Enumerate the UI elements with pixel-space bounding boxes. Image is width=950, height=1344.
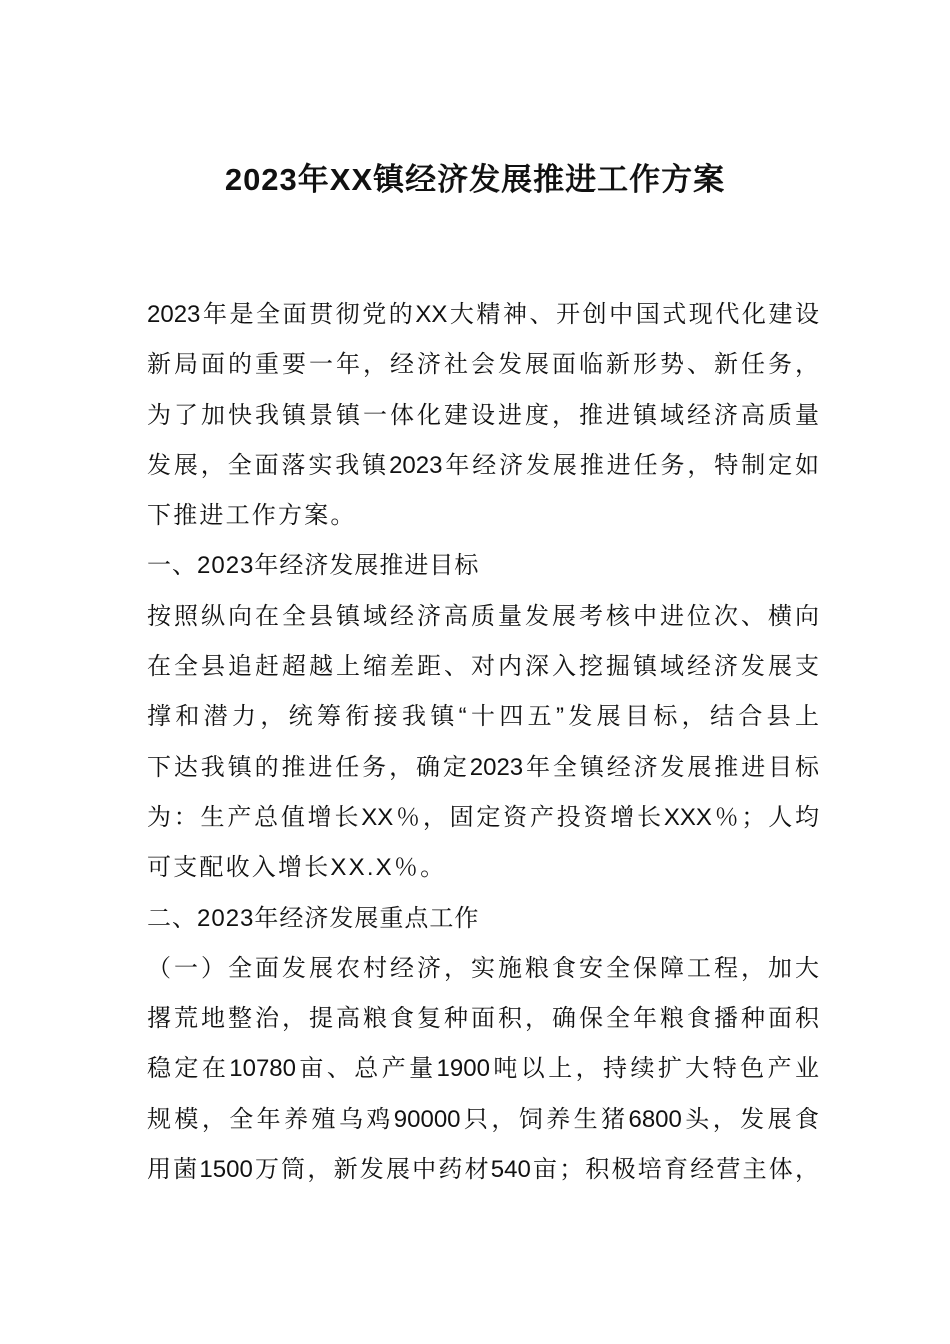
- body-line: 下推进工作方案。: [147, 502, 357, 530]
- document-title: 2023年XX镇经济发展推进工作方案: [224, 162, 726, 197]
- body-line: 用菌1500万筒，新发展中药材540亩；积极培育经营主体，: [147, 1156, 819, 1184]
- body-line: 稳定在10780亩、总产量1900吨以上，持续扩大特色产业: [147, 1055, 819, 1083]
- body-line: 新局面的重要一年，经济社会发展面临新形势、新任务，: [147, 351, 819, 379]
- body-line: 为了加快我镇景镇一体化建设进度，推进镇域经济高质量: [147, 401, 819, 429]
- section-heading: 一、2023年经济发展推进目标: [147, 552, 480, 580]
- body-line: 2023年是全面贯彻党的XX大精神、开创中国式现代化建设: [147, 301, 819, 328]
- body-line: 按照纵向在全县镇域经济高质量发展考核中进位次、横向: [147, 602, 819, 630]
- body-line: 可支配收入增长XX.X％。: [147, 854, 447, 882]
- body-line: 发展，全面落实我镇2023年经济发展推进任务，特制定如: [147, 451, 819, 479]
- section-heading: 二、2023年经济发展重点工作: [147, 904, 480, 932]
- document-body: [147, 290, 819, 1195]
- body-line: 撂荒地整治，提高粮食复种面积，确保全年粮食播种面积: [147, 1005, 819, 1033]
- body-line: （一）全面发展农村经济，实施粮食安全保障工程，加大: [147, 954, 819, 982]
- body-line: 在全县追赶超越上缩差距、对内深入挖掘镇域经济发展支: [147, 653, 819, 681]
- body-line: 下达我镇的推进任务，确定2023年全镇经济发展推进目标: [147, 753, 819, 781]
- body-line: 撑和潜力，统筹衔接我镇“十四五”发展目标，结合县上: [147, 703, 819, 731]
- body-line: 为：生产总值增长XX％，固定资产投资增长XXX％；人均: [147, 803, 819, 831]
- body-line: 规模，全年养殖乌鸡90000只，饲养生猪6800头，发展食: [147, 1105, 819, 1133]
